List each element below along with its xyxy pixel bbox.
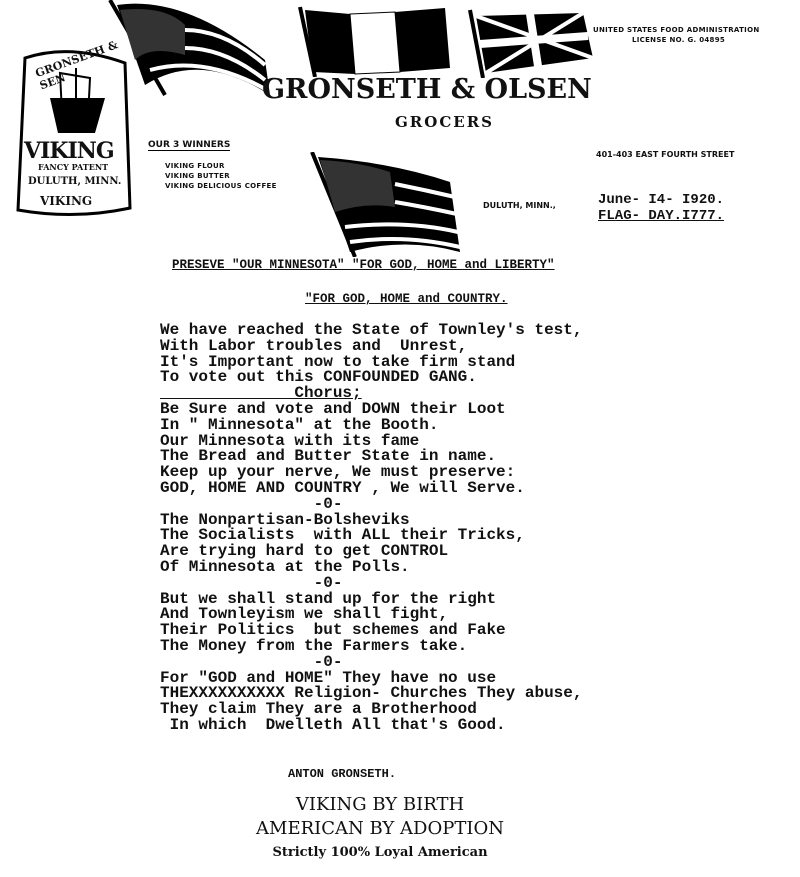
poem-line: Our Minnesota with its fame bbox=[160, 431, 420, 450]
signature: ANTON GRONSETH. bbox=[288, 767, 397, 781]
union-jack-flag-icon bbox=[468, 8, 598, 83]
chorus-label: Chorus; bbox=[160, 384, 362, 403]
poem-line: The Money from the Farmers take. bbox=[160, 636, 468, 655]
poem-line: But we shall stand up for the right bbox=[160, 589, 497, 608]
stanza-divider: -0- bbox=[160, 573, 343, 592]
stanza-divider: -0- bbox=[160, 494, 343, 513]
heading-preserve: PRESEVE "OUR MINNESOTA" "FOR GOD, HOME and LIBERTY" bbox=[172, 258, 555, 272]
poem-line: To vote out this CONFOUNDED GANG. bbox=[160, 368, 477, 387]
company-name: GRONSETH & OLSEN bbox=[262, 74, 592, 105]
poem-line: Keep up your nerve, We must preserve: bbox=[160, 463, 516, 482]
flag-day: FLAG- DAY.I777. bbox=[598, 208, 725, 224]
winner-item: VIKING DELICIOUS COFFEE bbox=[165, 182, 277, 190]
sack-sub: FANCY PATENT bbox=[38, 162, 109, 172]
us-flag-icon bbox=[310, 152, 475, 262]
address: 401-403 EAST FOURTH STREET bbox=[596, 150, 735, 159]
poem-line: Their Politics but schemes and Fake bbox=[160, 621, 506, 640]
poem-line: For "GOD and HOME" They have no use bbox=[160, 668, 497, 687]
poem-line: In " Minnesota" at the Booth. bbox=[160, 415, 439, 434]
company-subtitle: GROCERS bbox=[395, 113, 495, 131]
city: DULUTH, MINN., bbox=[483, 201, 556, 210]
poem bbox=[160, 323, 582, 734]
license-line2: LICENSE NO. G. 04895 bbox=[632, 36, 726, 44]
us-flag-icon bbox=[105, 0, 275, 105]
poem-line: Of Minnesota at the Polls. bbox=[160, 557, 410, 576]
motto-viking: VIKING BY BIRTH bbox=[295, 794, 465, 815]
sack-brand: VIKING bbox=[24, 138, 114, 164]
license-line1: UNITED STATES FOOD ADMINISTRATION bbox=[593, 26, 760, 34]
winner-item: VIKING BUTTER bbox=[165, 172, 230, 180]
winner-item: VIKING FLOUR bbox=[165, 162, 225, 170]
motto-american: AMERICAN BY ADOPTION bbox=[256, 818, 504, 839]
poem-line: The Socialists with ALL their Tricks, bbox=[160, 526, 525, 545]
winners-title: OUR 3 WINNERS bbox=[148, 140, 231, 150]
sack-city: DULUTH, MINN. bbox=[28, 176, 122, 187]
poem-line: The Nonpartisan-Bolsheviks bbox=[160, 510, 410, 529]
stanza-divider: -0- bbox=[160, 652, 343, 671]
poem-line: And Townleyism we shall fight, bbox=[160, 605, 449, 624]
poem-line: THEXXXXXXXXXX Religion- Churches They abuse, bbox=[160, 684, 583, 703]
poem-line: With Labor troubles and Unrest, bbox=[160, 336, 468, 355]
poem-line: The Bread and Butter State in name. bbox=[160, 447, 497, 466]
poem-line: Are trying hard to get CONTROL bbox=[160, 542, 449, 561]
poem-line: We have reached the State of Townley's test, bbox=[160, 321, 583, 339]
poem-line: Be Sure and vote and DOWN their Loot bbox=[160, 399, 506, 418]
poem-line: They claim They are a Brotherhood bbox=[160, 700, 477, 719]
poem-line: In which Dwelleth All that's Good. bbox=[160, 715, 506, 734]
heading-god-home-country: "FOR GOD, HOME and COUNTRY. bbox=[305, 292, 508, 306]
poem-line: GOD, HOME AND COUNTRY , We will Serve. bbox=[160, 478, 525, 497]
sack-bottom: VIKING bbox=[40, 194, 93, 208]
tricolour-flag-icon bbox=[295, 2, 455, 82]
letter-date: June- I4- I920. bbox=[598, 192, 725, 208]
poem-line: It's Important now to take firm stand bbox=[160, 352, 516, 371]
motto-loyal: Strictly 100% Loyal American bbox=[272, 845, 488, 860]
sack-brand-top: GRONSETH & SEN bbox=[33, 38, 120, 93]
